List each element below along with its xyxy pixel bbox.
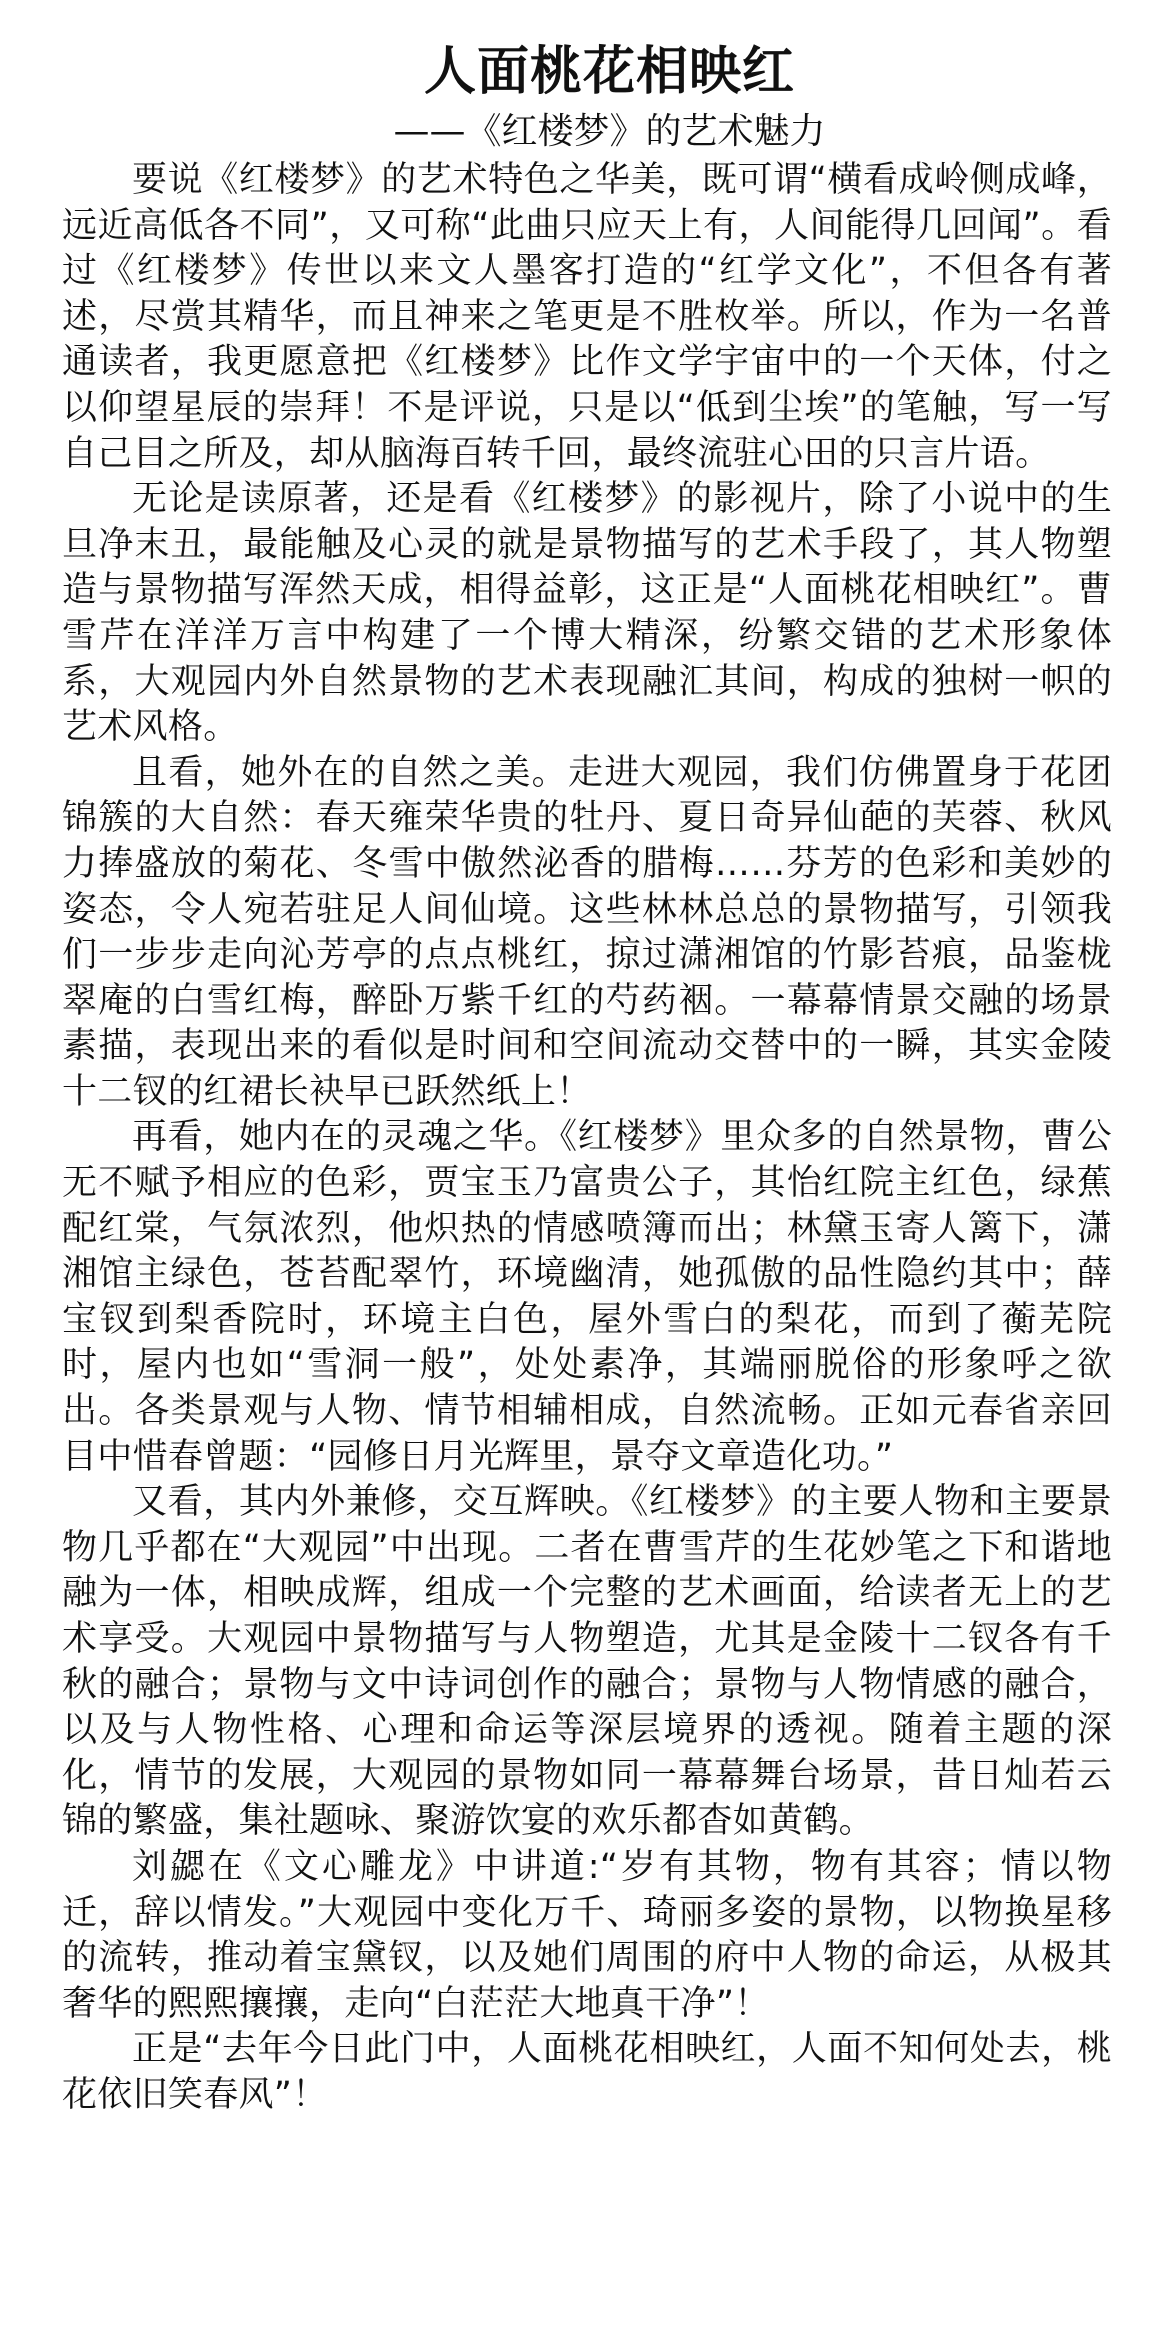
paragraph-4: 再看，她内在的灵魂之华。《红楼梦》里众多的自然景物，曹公无不赋予相应的色彩，贾宝玉乃富贵公子，其怡红院主红色，绿蕉配红棠，气氛浓烈，他炽热的情感喷簿而出；林黛玉寄人篱下，潇湘馆主绿色，苍苔配翠竹，环境幽清，她孤傲的品性隐约其中；薛宝钗到梨香院时，环境主白色，屋外雪白的梨花，而到了蘅芜院时，屋内也如“雪洞一般”，处处素净，其端丽脱俗的形象呼之欲出。各类景观与人物、情节相辅相成，自然流畅。正如元春省亲回目中惜春曾题：“园修日月光辉里，景夺文章造化功。” [62, 1117, 1112, 1477]
paragraph-5: 又看，其内外兼修，交互辉映。《红楼梦》的主要人物和主要景物几乎都在“大观园”中出现。二者在曹雪芹的生花妙笔之下和谐地融为一体，相映成辉，组成一个完整的艺术画面，给读者无上的艺术享受。大观园中景物描写与人物塑造，尤其是金陵十二钗各有千秋的融合；景物与文中诗词创作的融合；景物与人物情感的融合，以及与人物性格、心理和命运等深层境界的透视。随着主题的深化，情节的发展，大观园的景物如同一幕幕舞台场景，昔日灿若云锦的繁盛，集社题咏、聚游饮宴的欢乐都杳如黄鹤。 [62, 1482, 1112, 1842]
article-title: 人面桃花相映红 [423, 42, 795, 102]
paragraph-1: 要说《红楼梦》的艺术特色之华美，既可谓“横看成岭侧成峰，远近高低各不同”，又可称“此曲只应天上有，人间能得几回闻”。看过《红楼梦》传世以来文人墨客打造的“红学文化”，不但各有著述，尽赏其精华，而且神来之笔更是不胜枚举。所以，作为一名普通读者，我更愿意把《红楼梦》比作文学宇宙中的一个天体，付之以仰望星辰的崇拜！不是评说，只是以“低到尘埃”的笔触，写一写自己目之所及，却从脑海百转千回，最终流驻心田的只言片语。 [62, 160, 1112, 474]
article [62, 40, 1112, 2119]
paragraph-3: 且看，她外在的自然之美。走进大观园，我们仿佛置身于花团锦簇的大自然：春天雍荣华贵的牡丹、夏日奇异仙葩的芙蓉、秋风力捧盛放的菊花、冬雪中傲然泌香的腊梅……芬芳的色彩和美妙的姿态，令人宛若驻足人间仙境。这些林林总总的景物描写，引领我们一步步走向沁芳亭的点点桃红，掠过潇湘馆的竹影苔痕，品鉴栊翠庵的白雪红梅，醉卧万紫千红的芍药裀。一幕幕情景交融的场景素描，表现出来的看似是时间和空间流动交替中的一瞬，其实金陵十二钗的红裙长袂早已跃然纸上！ [62, 752, 1112, 1112]
paragraph-2: 无论是读原著，还是看《红楼梦》的影视片，除了小说中的生旦净末丑，最能触及心灵的就是景物描写的艺术手段了，其人物塑造与景物描写浑然天成，相得益彰，这正是“人面桃花相映红”。曹雪芹在洋洋万言中构建了一个博大精深，纷繁交错的艺术形象体系，大观园内外自然景物的艺术表现融汇其间，构成的独树一帜的艺术风格。 [62, 479, 1112, 748]
paragraph-7: 正是“去年今日此门中，人面桃花相映红，人面不知何处去，桃花依旧笑春风”！ [62, 2029, 1112, 2115]
article-subtitle: ——《红楼梦》的艺术魅力 [393, 111, 826, 152]
paragraph-6: 刘勰在《文心雕龙》中讲道:“岁有其物，物有其容；情以物迁，辞以情发。”大观园中变化万千、琦丽多姿的景物，以物换星移的流转，推动着宝黛钗，以及她们周围的府中人物的命运，从极其奢华的熙熙攘攘，走向“白茫茫大地真干净”！ [62, 1846, 1112, 2024]
